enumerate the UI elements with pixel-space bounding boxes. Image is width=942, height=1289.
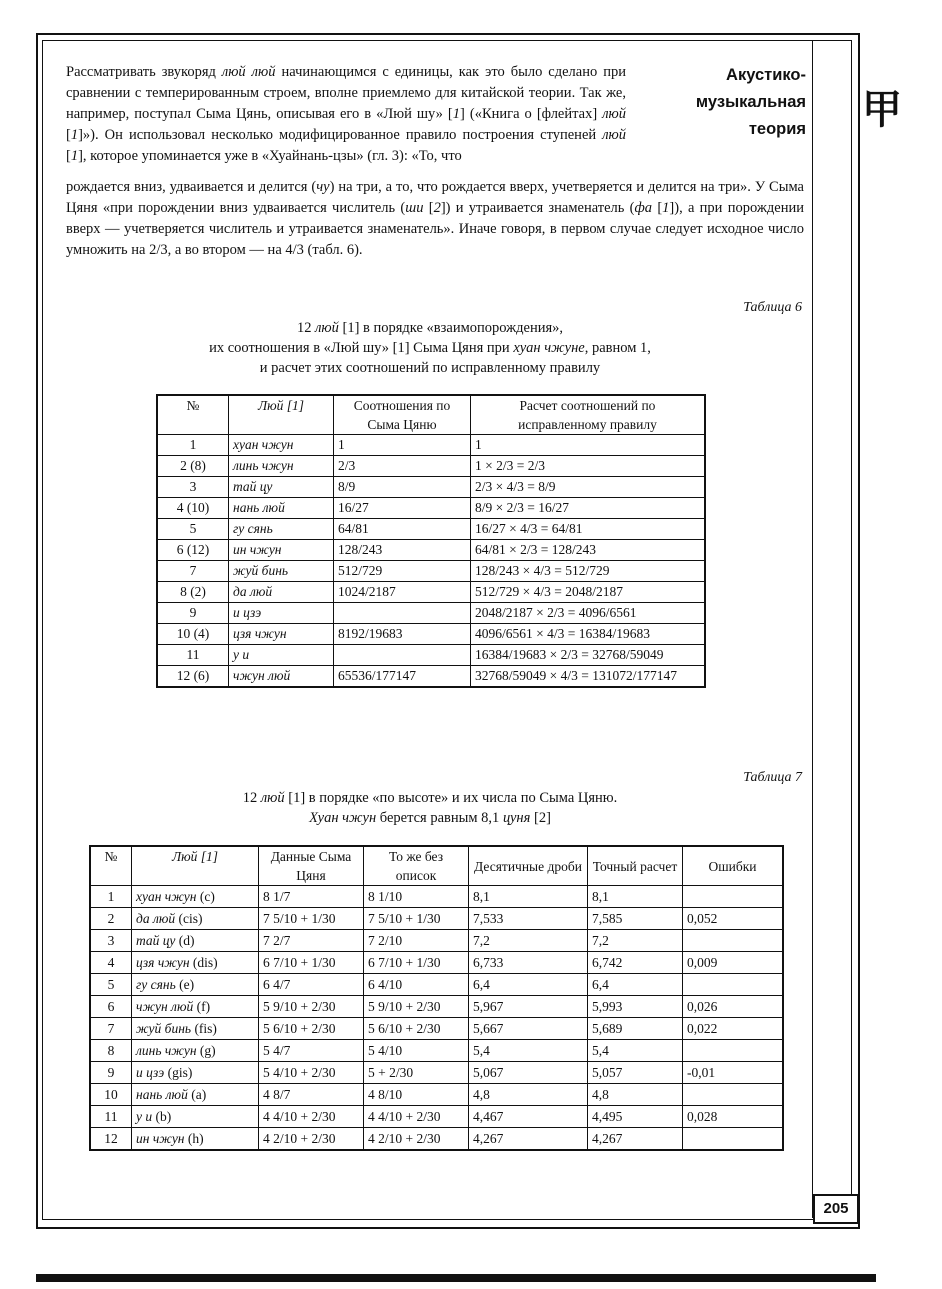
table7-lui-name: у и <box>136 1109 153 1124</box>
table6-cell-ratio: 65536/177147 <box>334 666 471 688</box>
table7-lui-name: нань люй <box>136 1087 188 1102</box>
table7-note-name: (gis) <box>167 1065 193 1080</box>
table6-row <box>157 456 705 477</box>
table7-cell-data: 4 4/10 + 2/30 <box>259 1106 364 1128</box>
paragraph-intro: Рассматривать звукоряд люй люй начинающимся с единицы, как это было сделано при сравнении с темперированным строем, вполне приемлемо для китайской теории. Так же, например, поступал Сыма Цянь, описывая его в «Люй шу» [1] («Книга о [флейтах] люй [1]»). Он использовал несколько модифицированное правило построения ступеней люй [1], которое упоминается уже в «Хуайнань-цзы» (гл. 3): «То, что <box>66 64 626 164</box>
table7-lui-name: линь чжун <box>136 1043 197 1058</box>
table6-cell-ratio: 1024/2187 <box>334 582 471 603</box>
table7-cell-decimal: 7,533 <box>469 908 588 930</box>
table6-cell-ratio: 512/729 <box>334 561 471 582</box>
table7-row <box>90 1062 783 1084</box>
table6-row <box>157 540 705 561</box>
table7-cell-fixed: 8 1/10 <box>364 886 469 908</box>
table7-row <box>90 996 783 1018</box>
table6-row <box>157 603 705 624</box>
table7-cell-fixed: 6 7/10 + 1/30 <box>364 952 469 974</box>
table6-cell-calc: 16/27 × 4/3 = 64/81 <box>471 519 706 540</box>
table6-cell-ratio: 8192/19683 <box>334 624 471 645</box>
table6-row <box>157 519 705 540</box>
table7-cell-error: 0,022 <box>683 1018 784 1040</box>
table7-cell-exact: 5,057 <box>588 1062 683 1084</box>
table6-cell-num: 6 (12) <box>157 540 229 561</box>
table6-cell-num: 5 <box>157 519 229 540</box>
table7-cell-num: 1 <box>90 886 132 908</box>
table6-cell-calc: 16384/19683 × 2/3 = 32768/59049 <box>471 645 706 666</box>
table6-row <box>157 435 705 456</box>
table6-cell-calc: 512/729 × 4/3 = 2048/2187 <box>471 582 706 603</box>
table6-cell-num: 9 <box>157 603 229 624</box>
table7-header-fixed: То же без описок <box>364 846 469 886</box>
table6-row <box>157 561 705 582</box>
table7-row <box>90 886 783 908</box>
table7-cell-error <box>683 930 784 952</box>
table6-cell-lui: линь чжун <box>229 456 334 477</box>
table7-cell-num: 3 <box>90 930 132 952</box>
table7-cell-num: 11 <box>90 1106 132 1128</box>
table7-cell-data: 5 4/7 <box>259 1040 364 1062</box>
table7-cell-error <box>683 886 784 908</box>
table6-cell-calc: 8/9 × 2/3 = 16/27 <box>471 498 706 519</box>
table7 <box>89 845 784 1151</box>
table6-cell-lui: да люй <box>229 582 334 603</box>
table7-cell-decimal: 7,2 <box>469 930 588 952</box>
table7-cell-decimal: 6,733 <box>469 952 588 974</box>
table7-cell-exact: 7,2 <box>588 930 683 952</box>
scan-edge-bar <box>36 1274 876 1282</box>
table7-cell-fixed: 4 2/10 + 2/30 <box>364 1128 469 1151</box>
table7-cell-num: 10 <box>90 1084 132 1106</box>
table7-lui-name: да люй <box>136 911 176 926</box>
table7-cell-num: 2 <box>90 908 132 930</box>
table7-cell-lui <box>132 952 259 974</box>
heading-line-2: музыкальная <box>695 93 806 111</box>
table7-header-exact: Точный расчет <box>588 846 683 886</box>
table7-header-num: № <box>90 846 132 886</box>
table6-row <box>157 582 705 603</box>
table6-header-calc: Расчет соотношений по исправленному правилу <box>471 395 706 435</box>
table7-cell-exact: 7,585 <box>588 908 683 930</box>
table7-row <box>90 974 783 996</box>
table7-cell-num: 9 <box>90 1062 132 1084</box>
table6-cell-calc: 4096/6561 × 4/3 = 16384/19683 <box>471 624 706 645</box>
table7-cell-decimal: 5,067 <box>469 1062 588 1084</box>
table7-cell-exact: 6,4 <box>588 974 683 996</box>
table7-note-name: (e) <box>179 977 195 992</box>
table7-cell-exact: 6,742 <box>588 952 683 974</box>
table7-row <box>90 930 783 952</box>
table6-cell-lui: ин чжун <box>229 540 334 561</box>
table7-cell-lui <box>132 930 259 952</box>
table6-cell-lui: гу сянь <box>229 519 334 540</box>
table6-row <box>157 498 705 519</box>
page-number: 205 <box>813 1194 859 1224</box>
table6-cell-calc: 2048/2187 × 2/3 = 4096/6561 <box>471 603 706 624</box>
table6-cell-num: 12 (6) <box>157 666 229 688</box>
table6-cell-ratio: 128/243 <box>334 540 471 561</box>
table6-cell-num: 11 <box>157 645 229 666</box>
table7-note-name: (d) <box>178 933 195 948</box>
table7-cell-lui <box>132 974 259 996</box>
paragraph-continuation: рождается вниз, удваивается и делится (чу) на три, а то, что рождается вверх, учетверяется и делится на три». У Сыма Цяня «при порождении вниз удваивается числитель (ши [2]) и утраивается знаменатель (фа [1]), а при порождении вверх — учетверяется числитель и утраивается знаменатель». Иначе говоря, в первом случае следует исходное число умножить на 2/3, а во втором — на 4/3 (табл. 6). <box>66 179 804 258</box>
table7-header-decimal: Десятичные дроби <box>469 846 588 886</box>
table7-cell-data: 8 1/7 <box>259 886 364 908</box>
table7-cell-data: 5 6/10 + 2/30 <box>259 1018 364 1040</box>
table7-lui-name: жуй бинь <box>136 1021 192 1036</box>
table7-lui-name: тай цу <box>136 933 176 948</box>
table7-cell-data: 5 4/10 + 2/30 <box>259 1062 364 1084</box>
table7-cell-data: 4 2/10 + 2/30 <box>259 1128 364 1151</box>
table7-cell-num: 6 <box>90 996 132 1018</box>
table6-row <box>157 624 705 645</box>
table7-cell-fixed: 4 4/10 + 2/30 <box>364 1106 469 1128</box>
table7-cell-error: 0,026 <box>683 996 784 1018</box>
table7-cell-error: -0,01 <box>683 1062 784 1084</box>
table6-cell-ratio: 2/3 <box>334 456 471 477</box>
table7-cell-num: 12 <box>90 1128 132 1151</box>
table7-note-name: (f) <box>196 999 211 1014</box>
table7-cell-decimal: 6,4 <box>469 974 588 996</box>
table7-caption: 12 люй [1] в порядке «по высоте» и их числа по Сыма Цяню. Хуан чжун берется равным 8,1 цуня [2] <box>242 790 618 826</box>
table6-cell-calc: 1 × 2/3 = 2/3 <box>471 456 706 477</box>
table7-cell-error <box>683 1084 784 1106</box>
table7-cell-decimal: 4,467 <box>469 1106 588 1128</box>
table7-cell-exact: 5,689 <box>588 1018 683 1040</box>
table7-lui-name: ин чжун <box>136 1131 185 1146</box>
table6-cell-lui: чжун люй <box>229 666 334 688</box>
table7-cell-lui <box>132 996 259 1018</box>
table7-cell-decimal: 5,4 <box>469 1040 588 1062</box>
table6-label: Таблица 6 <box>743 300 802 315</box>
table7-cell-data: 7 2/7 <box>259 930 364 952</box>
table7-header-data: Данные Сыма Цяня <box>259 846 364 886</box>
table7-cell-data: 5 9/10 + 2/30 <box>259 996 364 1018</box>
table6-cell-num: 1 <box>157 435 229 456</box>
table7-note-name: (b) <box>155 1109 172 1124</box>
table7-cell-data: 6 4/7 <box>259 974 364 996</box>
table7-cell-decimal: 4,8 <box>469 1084 588 1106</box>
table7-cell-fixed: 5 6/10 + 2/30 <box>364 1018 469 1040</box>
table6-row <box>157 666 705 688</box>
table7-row <box>90 1084 783 1106</box>
table7-row <box>90 1106 783 1128</box>
table6-cell-lui: и цзэ <box>229 603 334 624</box>
table7-cell-fixed: 5 9/10 + 2/30 <box>364 996 469 1018</box>
table7-cell-error: 0,009 <box>683 952 784 974</box>
table7-note-name: (g) <box>199 1043 216 1058</box>
table6-header-ratio: Соотношения по Сыма Цяню <box>334 395 471 435</box>
table7-cell-num: 4 <box>90 952 132 974</box>
table6 <box>156 394 706 688</box>
table7-row <box>90 1018 783 1040</box>
table6-cell-lui: цзя чжун <box>229 624 334 645</box>
table7-lui-name: цзя чжун <box>136 955 190 970</box>
table7-row <box>90 1040 783 1062</box>
table7-lui-name: и цзэ <box>136 1065 165 1080</box>
table6-cell-num: 2 (8) <box>157 456 229 477</box>
table6-cell-num: 7 <box>157 561 229 582</box>
table6-cell-lui: хуан чжун <box>229 435 334 456</box>
table7-note-name: (h) <box>187 1131 204 1146</box>
table6-caption: 12 люй [1] в порядке «взаимопорождения», их соотношения в «Люй шу» [1] Сыма Цяня при хуан чжуне, равном 1, и расчет этих соотношений по исправленному правилу <box>209 320 651 376</box>
table7-cell-error <box>683 974 784 996</box>
table7-row <box>90 952 783 974</box>
table7-cell-decimal: 5,667 <box>469 1018 588 1040</box>
table7-cell-num: 8 <box>90 1040 132 1062</box>
table7-cell-decimal: 8,1 <box>469 886 588 908</box>
table6-row <box>157 477 705 498</box>
section-heading <box>696 62 806 143</box>
table7-lui-name: хуан чжун <box>136 889 197 904</box>
table7-cell-lui <box>132 1106 259 1128</box>
table7-cell-data: 6 7/10 + 1/30 <box>259 952 364 974</box>
table7-cell-data: 4 8/7 <box>259 1084 364 1106</box>
table7-cell-error: 0,028 <box>683 1106 784 1128</box>
table6-cell-lui: нань люй <box>229 498 334 519</box>
table7-label: Таблица 7 <box>743 770 802 785</box>
table7-note-name: (c) <box>199 889 215 904</box>
table7-cell-exact: 4,495 <box>588 1106 683 1128</box>
table7-cell-lui <box>132 908 259 930</box>
table7-cell-decimal: 4,267 <box>469 1128 588 1151</box>
table6-cell-ratio: 8/9 <box>334 477 471 498</box>
table6-row <box>157 645 705 666</box>
table7-note-name: (fis) <box>194 1021 217 1036</box>
table6-cell-ratio <box>334 645 471 666</box>
table6-cell-lui: у и <box>229 645 334 666</box>
table7-cell-exact: 8,1 <box>588 886 683 908</box>
table7-lui-name: чжун люй <box>136 999 194 1014</box>
table6-cell-calc: 32768/59049 × 4/3 = 131072/177147 <box>471 666 706 688</box>
table7-cell-lui <box>132 1084 259 1106</box>
table7-cell-data: 7 5/10 + 1/30 <box>259 908 364 930</box>
table6-cell-num: 4 (10) <box>157 498 229 519</box>
table7-cell-error: 0,052 <box>683 908 784 930</box>
table7-note-name: (dis) <box>192 955 218 970</box>
table6-cell-ratio: 1 <box>334 435 471 456</box>
table7-cell-lui <box>132 1062 259 1084</box>
table7-note-name: (a) <box>191 1087 207 1102</box>
table6-cell-lui: тай цу <box>229 477 334 498</box>
table6-cell-calc: 1 <box>471 435 706 456</box>
table7-lui-name: гу сянь <box>136 977 176 992</box>
table7-cell-exact: 5,993 <box>588 996 683 1018</box>
table6-cell-lui: жуй бинь <box>229 561 334 582</box>
table7-cell-lui <box>132 1128 259 1151</box>
table7-header-lui: Люй [1] <box>132 846 259 886</box>
table7-cell-decimal: 5,967 <box>469 996 588 1018</box>
table7-cell-fixed: 6 4/10 <box>364 974 469 996</box>
table6-header-lui: Люй [1] <box>229 395 334 435</box>
heading-line-3: теория <box>748 120 806 138</box>
table7-cell-exact: 4,8 <box>588 1084 683 1106</box>
table7-cell-fixed: 5 + 2/30 <box>364 1062 469 1084</box>
table6-cell-calc: 128/243 × 4/3 = 512/729 <box>471 561 706 582</box>
table7-cell-num: 5 <box>90 974 132 996</box>
table7-cell-error <box>683 1040 784 1062</box>
chapter-glyph: 甲 <box>862 87 902 132</box>
table6-cell-num: 10 (4) <box>157 624 229 645</box>
table7-row <box>90 908 783 930</box>
table7-cell-fixed: 7 2/10 <box>364 930 469 952</box>
table6-cell-num: 3 <box>157 477 229 498</box>
table7-cell-error <box>683 1128 784 1151</box>
table7-cell-lui <box>132 886 259 908</box>
table6-cell-calc: 64/81 × 2/3 = 128/243 <box>471 540 706 561</box>
heading-line-1: Акустико- <box>726 66 806 84</box>
table7-row <box>90 1128 783 1151</box>
table6-cell-calc: 2/3 × 4/3 = 8/9 <box>471 477 706 498</box>
table7-cell-lui <box>132 1040 259 1062</box>
table6-cell-ratio: 16/27 <box>334 498 471 519</box>
table7-cell-num: 7 <box>90 1018 132 1040</box>
table7-cell-lui <box>132 1018 259 1040</box>
table6-cell-ratio: 64/81 <box>334 519 471 540</box>
table7-note-name: (cis) <box>178 911 203 926</box>
table6-cell-num: 8 (2) <box>157 582 229 603</box>
table7-cell-exact: 5,4 <box>588 1040 683 1062</box>
table7-cell-fixed: 7 5/10 + 1/30 <box>364 908 469 930</box>
table7-cell-fixed: 4 8/10 <box>364 1084 469 1106</box>
table6-header-num: № <box>157 395 229 435</box>
side-column-rule <box>812 40 813 1218</box>
table7-header-errors: Ошибки <box>683 846 784 886</box>
table6-cell-ratio <box>334 603 471 624</box>
table7-cell-exact: 4,267 <box>588 1128 683 1151</box>
table7-cell-fixed: 5 4/10 <box>364 1040 469 1062</box>
